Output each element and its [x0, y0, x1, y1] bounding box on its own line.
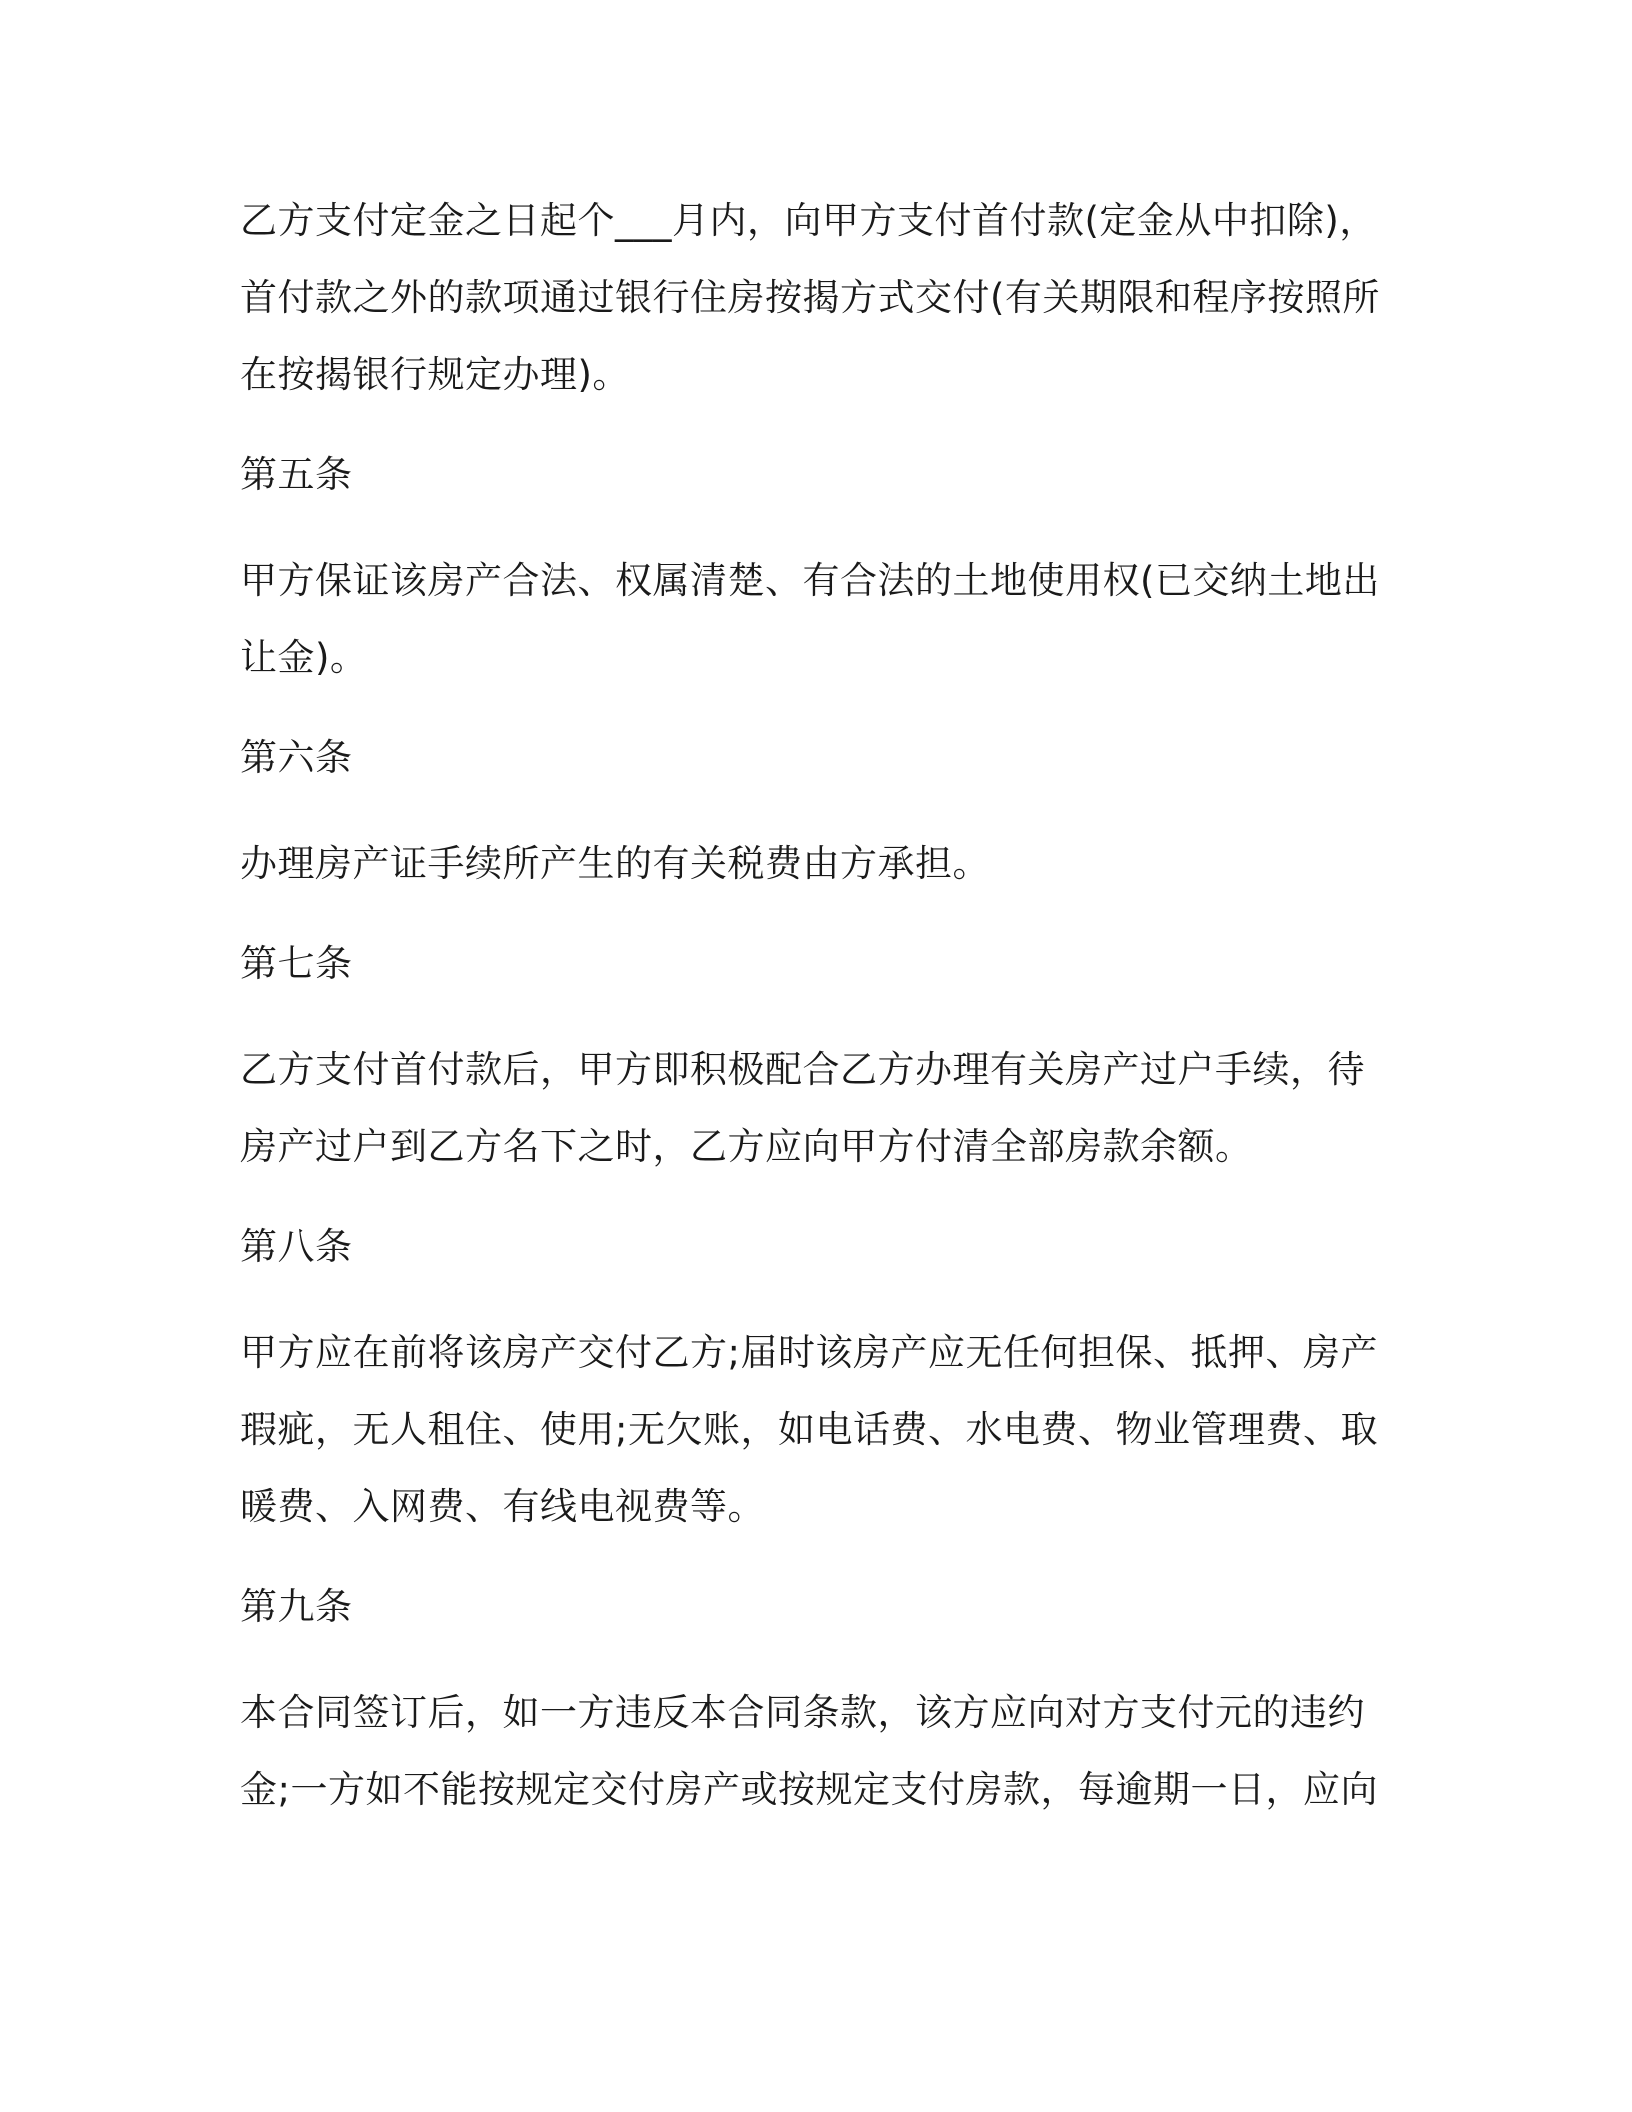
- article-5-line-2: 让金)。: [240, 636, 368, 679]
- article-9-line-1: 本合同签订后，如一方违反本合同条款，该方应向对方支付元的违约: [240, 1691, 1365, 1734]
- article-8-line-3: 暖费、入网费、有线电视费等。: [240, 1485, 765, 1528]
- article-8-line-1: 甲方应在前将该房产交付乙方;届时该房产应无任何担保、抵押、房产: [240, 1331, 1378, 1374]
- clause-4-line-2: 首付款之外的款项通过银行住房按揭方式交付(有关期限和程序按照所: [240, 276, 1380, 319]
- article-6-heading: 第六条: [240, 736, 353, 779]
- article-9-heading: 第九条: [240, 1585, 353, 1628]
- article-5-line-1: 甲方保证该房产合法、权属清楚、有合法的土地使用权(已交纳土地出: [240, 559, 1380, 602]
- article-6-line-1: 办理房产证手续所产生的有关税费由方承担。: [240, 842, 990, 885]
- clause-4-line-1: 乙方支付定金之日起个___月内，向甲方支付首付款(定金从中扣除)，: [240, 199, 1377, 242]
- article-8-line-2: 瑕疵，无人租住、使用;无欠账，如电话费、水电费、物业管理费、取: [240, 1408, 1378, 1451]
- article-8-heading: 第八条: [240, 1225, 353, 1268]
- article-7-heading: 第七条: [240, 942, 353, 985]
- article-7-line-2: 房产过户到乙方名下之时，乙方应向甲方付清全部房款余额。: [240, 1125, 1253, 1168]
- article-7-line-1: 乙方支付首付款后，甲方即积极配合乙方办理有关房产过户手续，待: [240, 1048, 1365, 1091]
- article-5-heading: 第五条: [240, 453, 353, 496]
- article-9-line-2: 金;一方如不能按规定交付房产或按规定支付房款，每逾期一日，应向: [240, 1768, 1378, 1811]
- clause-4-line-3: 在按揭银行规定办理)。: [240, 353, 630, 396]
